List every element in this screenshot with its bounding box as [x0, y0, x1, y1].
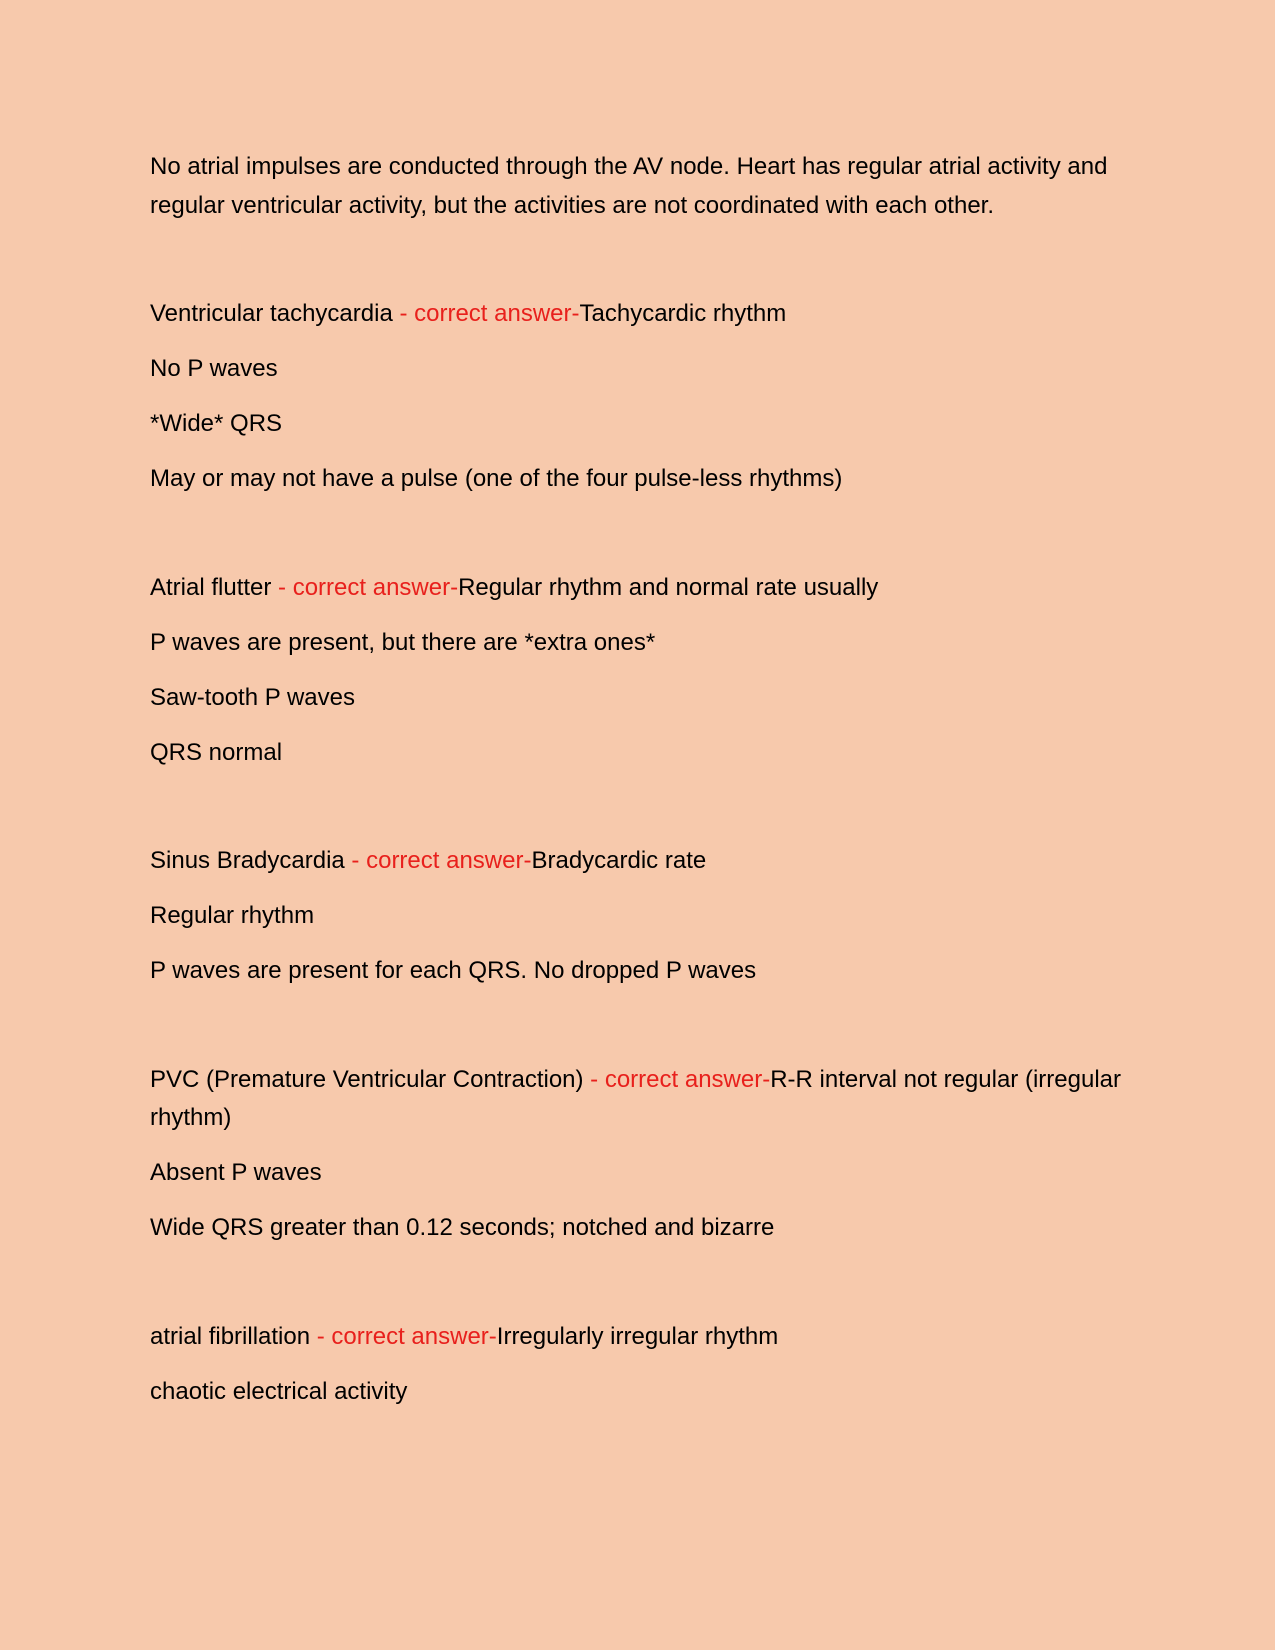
- entry-line: QRS normal: [150, 738, 283, 766]
- entry-line: Absent P waves: [150, 1159, 322, 1186]
- answer-separator: - correct answer-: [392, 300, 580, 327]
- entry-line: May or may not have a pulse (one of the four pulse-less rhythms): [150, 465, 843, 492]
- document-page: [150, 148, 1140, 1428]
- entry-line: No P waves: [150, 355, 278, 382]
- entry-first-line: Tachycardic rhythm: [579, 300, 787, 327]
- entry-heading: [150, 1318, 1140, 1357]
- entry-term: Atrial flutter: [150, 573, 272, 601]
- entry-first-line: Bradycardic rate: [531, 847, 707, 874]
- entry-atrial-fibrillation: [150, 1318, 1140, 1412]
- entry-heading: [150, 1061, 1140, 1138]
- entry-term: atrial fibrillation: [150, 1322, 311, 1350]
- entry-line: *Wide* QRS: [150, 410, 283, 437]
- entry-term: Ventricular tachycardia: [150, 300, 393, 327]
- entry-line: chaotic electrical activity: [150, 1377, 408, 1405]
- entry-term: PVC (Premature Ventricular Contraction): [150, 1065, 584, 1093]
- answer-separator: - correct answer-: [271, 573, 459, 601]
- entry-first-line: R-R interval not regular (irregular rhythm): [150, 1065, 1121, 1131]
- entry-atrial-flutter: [150, 569, 1140, 773]
- entry-ventricular-tachycardia: [150, 295, 1140, 499]
- entry-heading: [150, 295, 1140, 334]
- entry-line: Regular rhythm: [150, 902, 315, 929]
- entry-line: Saw-tooth P waves: [150, 683, 355, 711]
- entry-pvc: [150, 1061, 1140, 1248]
- intro-paragraph: No atrial impulses are conducted through the AV node. Heart has regular atrial activity and regular ventricular activity, but the activities are not coordinated with each other.: [150, 153, 1108, 219]
- entry-term: Sinus Bradycardia: [150, 847, 345, 874]
- entry-line: P waves are present, but there are *extra ones*: [150, 628, 656, 656]
- entry-sinus-bradycardia: [150, 842, 1140, 991]
- answer-separator: - correct answer-: [310, 1322, 497, 1350]
- entry-line: Wide QRS greater than 0.12 seconds; notched and bizarre: [150, 1214, 775, 1241]
- entry-heading: [150, 569, 1140, 608]
- entry-first-line: Regular rhythm and normal rate usually: [458, 573, 879, 601]
- entry-line: P waves are present for each QRS. No dropped P waves: [150, 957, 757, 984]
- entry-heading: [150, 842, 1140, 881]
- entry-first-line: Irregularly irregular rhythm: [496, 1322, 779, 1350]
- answer-separator: - correct answer-: [344, 847, 532, 874]
- answer-separator: - correct answer-: [583, 1065, 771, 1093]
